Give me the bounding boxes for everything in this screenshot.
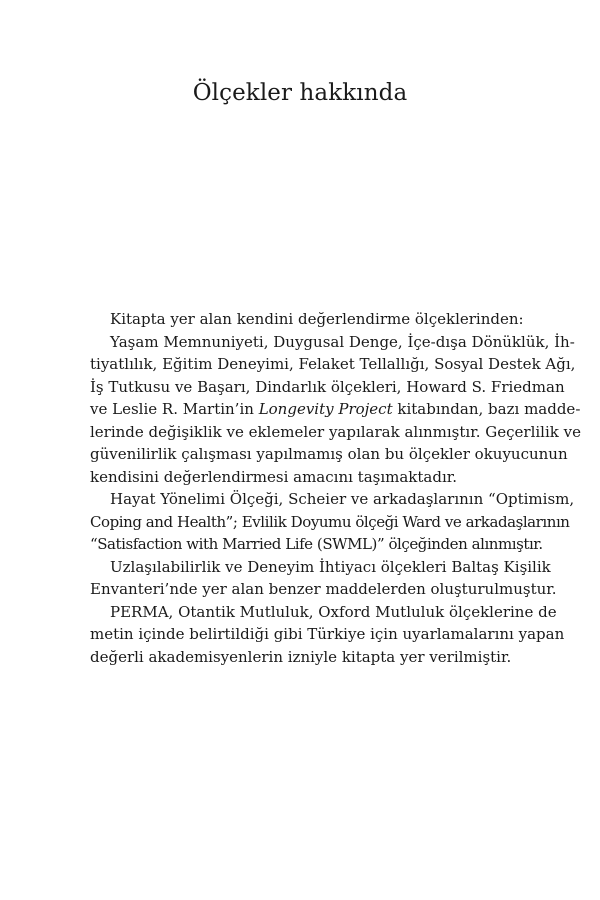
text-line: Hayat Yönelimi Ölçeği, Scheier ve arkadaşlarının “Optimism, <box>110 490 575 508</box>
text-line: tiyatlılık, Eğitim Deneyimi, Felaket Tellallığı, Sosyal Destek Ağı, <box>90 355 576 373</box>
text-segment: kitabından, bazı madde- <box>392 400 581 418</box>
text-line: Kitapta yer alan kendini değerlendirme ölçeklerinden: <box>110 310 524 328</box>
paragraph-life-orientation <box>70 488 575 556</box>
text-line: PERMA, Otantik Mutluluk, Oxford Mutluluk ölçeklerine de <box>110 602 557 621</box>
text-line-with-book-title <box>70 398 581 421</box>
text-line: İş Tutkusu ve Başarı, Dindarlık ölçekleri, Howard S. Friedman <box>90 377 565 396</box>
text-segment: ve Leslie R. Martin’in <box>90 400 259 418</box>
text-line: Uzlaşılabilirlik ve Deneyim İhtiyacı ölçekleri Baltaş Kişilik <box>110 557 551 576</box>
text-line: “Satisfaction with Married Life (SWML)” ölçeğinden alınmıştır. <box>90 535 543 553</box>
paragraph-intro <box>70 308 525 331</box>
page-title: Ölçekler hakkında <box>192 80 408 106</box>
text-line: metin içinde belirtildiği gibi Türkiye için uyarlamalarını yapan <box>90 625 565 643</box>
text-line: Coping and Health”; Evlilik Doyumu ölçeği Ward ve arkadaşlarının <box>90 512 570 531</box>
text-line: Yaşam Memnuniyeti, Duygusal Denge, İçe-dışa Dönüklük, İh- <box>110 332 575 351</box>
paragraph-happiness-scales <box>70 601 565 669</box>
body-text <box>70 308 581 668</box>
text-line: kendisini değerlendirmesi amacını taşımaktadır. <box>90 467 458 486</box>
text-line: güvenilirlik çalışması yapılmamış olan bu ölçekler okuyucunun <box>90 445 568 463</box>
paragraph-baltas-inventory <box>70 556 557 601</box>
text-line: değerli akademisyenlerin izniyle kitapta yer verilmiştir. <box>90 647 512 666</box>
book-title: Longevity Project <box>258 400 393 418</box>
text-line: Envanteri’nde yer alan benzer maddelerden oluşturulmuştur. <box>90 580 557 598</box>
text-line: lerinde değişiklik ve eklemeler yapılarak alınmıştır. Geçerlilik ve <box>90 422 581 441</box>
paragraph-scales-source <box>70 331 581 489</box>
